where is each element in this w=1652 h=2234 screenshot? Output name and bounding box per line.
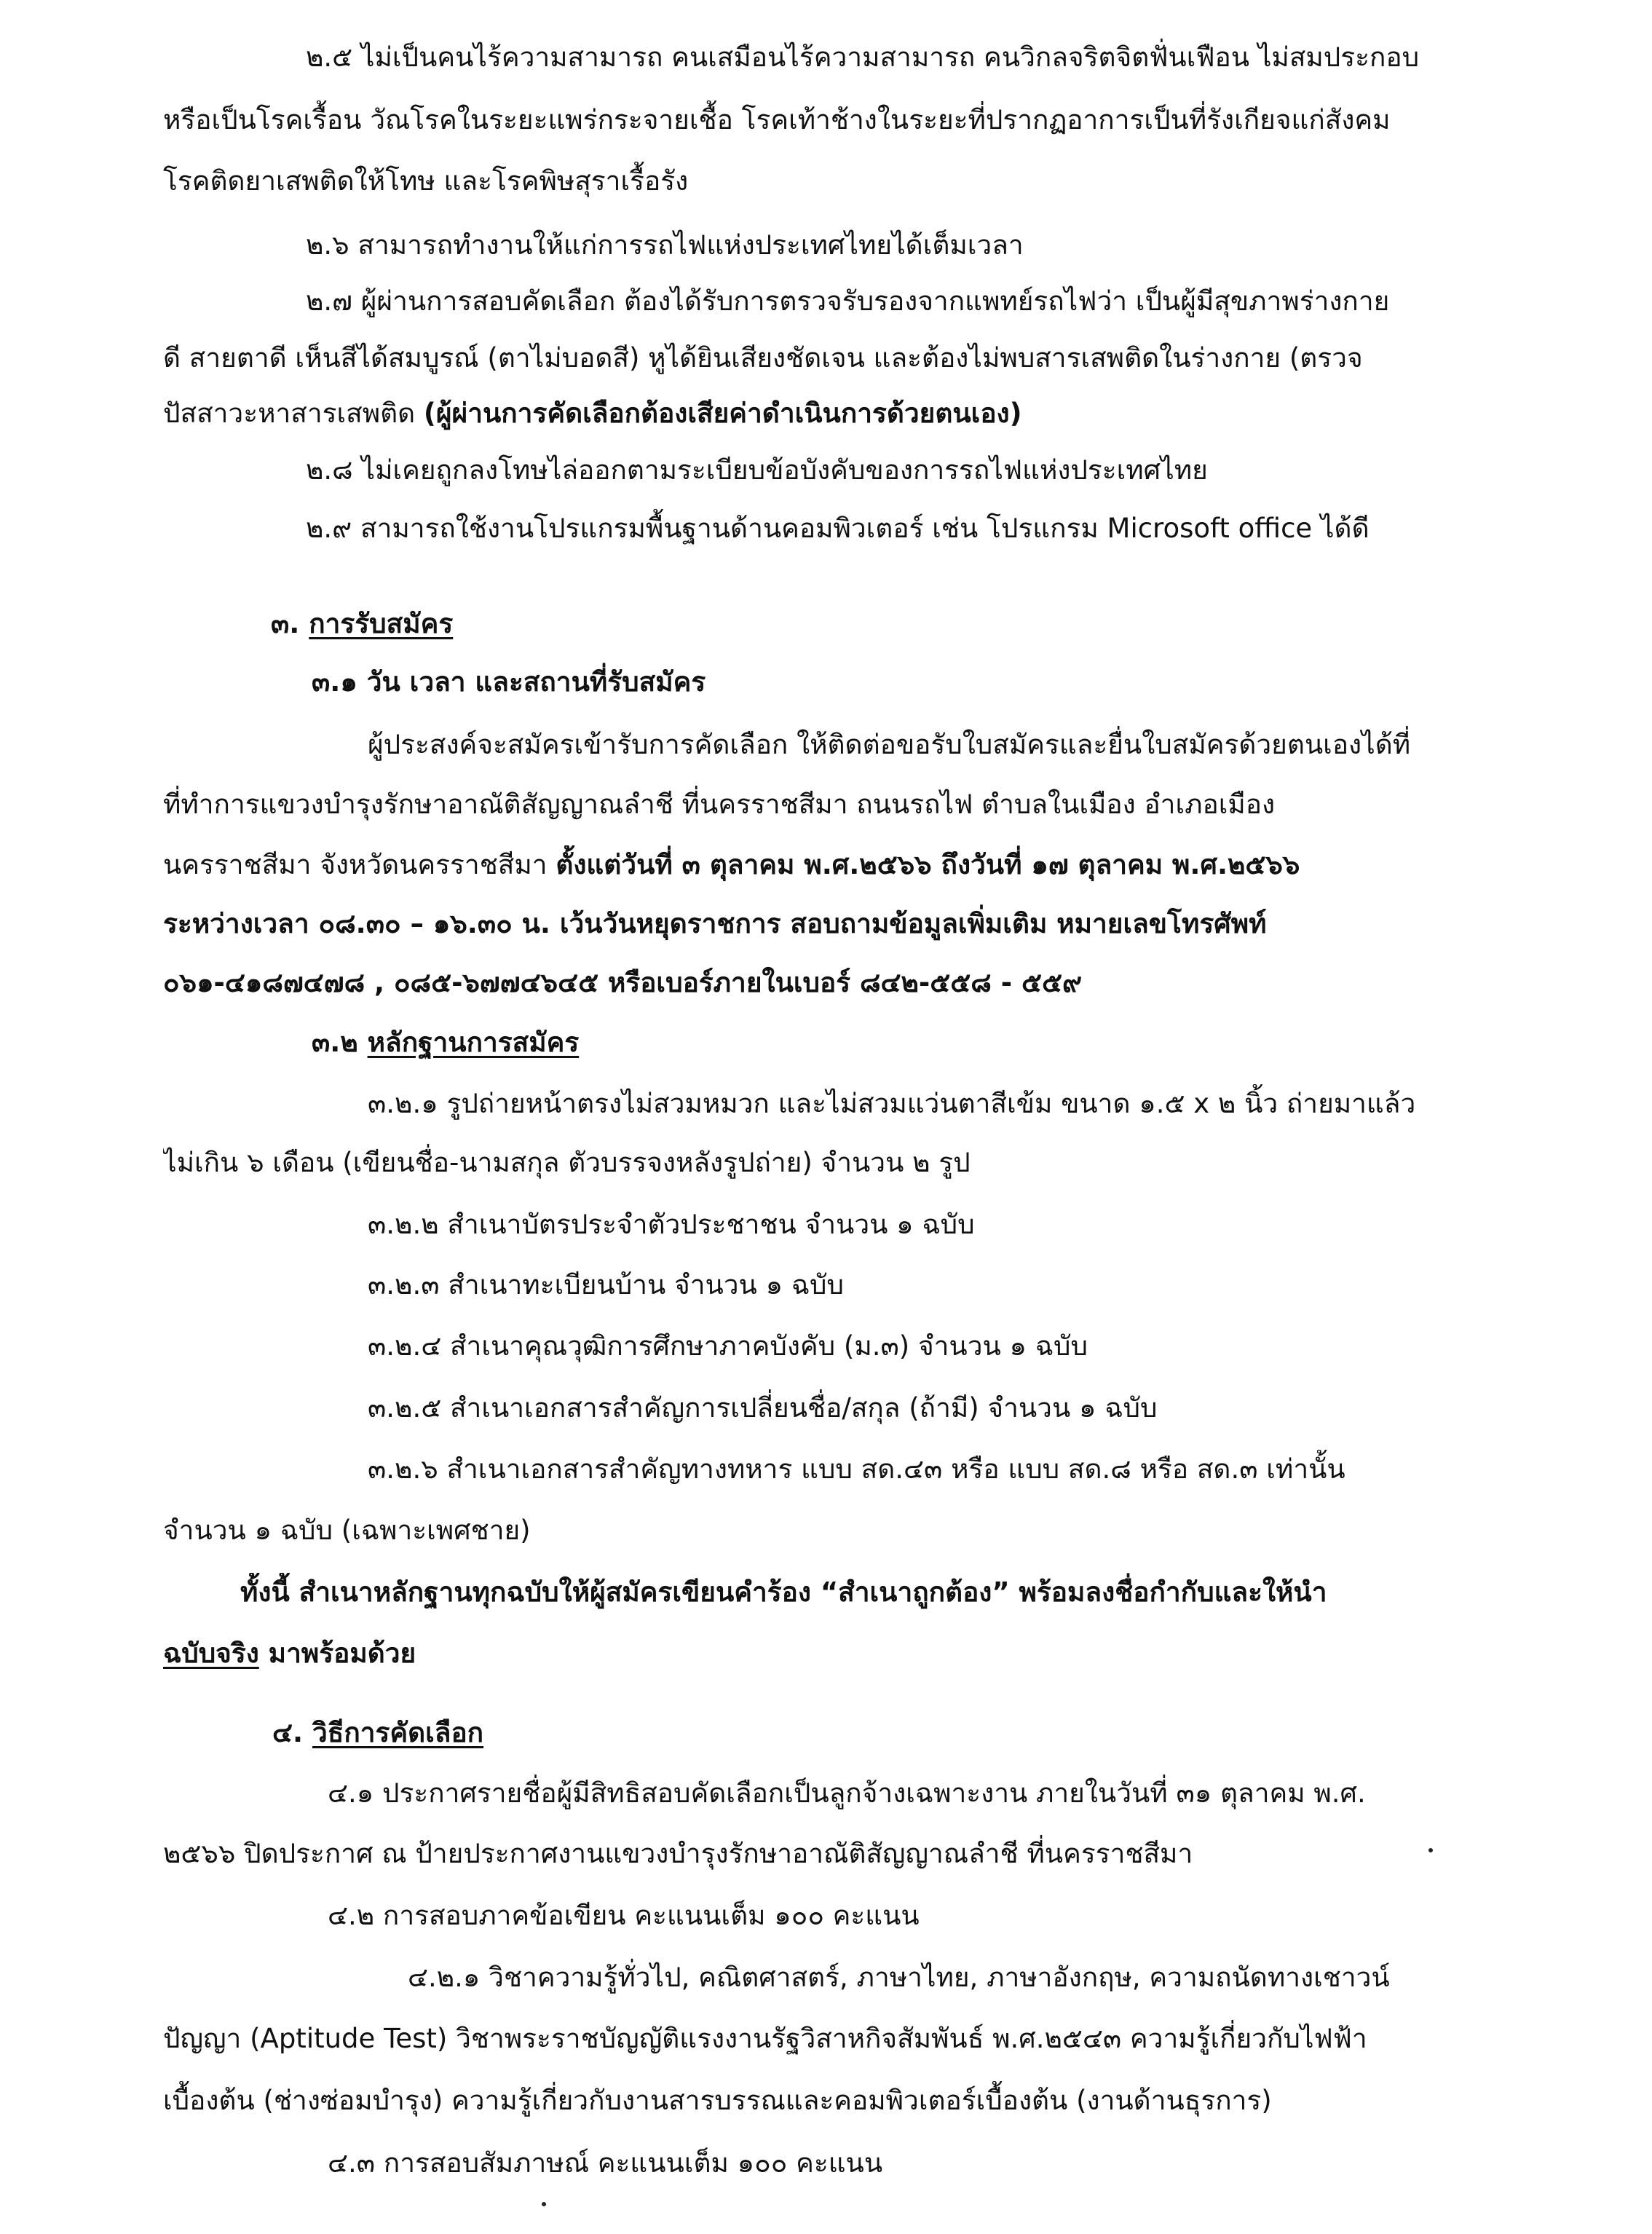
item-2-6: ๒.๖ สามารถทำงานให้แก่การรถไฟแห่งประเทศไทยได้เต็มเวลา	[306, 229, 1024, 261]
subsection-3-2-heading	[312, 1023, 1652, 1062]
office-hours-contact: ระหว่างเวลา ๐๘.๓๐ – ๑๖.๓๐ น. เว้นวันหยุดราชการ สอบถามข้อมูลเพิ่มเติม หมายเลขโทรศัพท์	[163, 908, 1267, 939]
item-2-7: ๒.๗ ผู้ผ่านการสอบคัดเลือก ต้องได้รับการตรวจรับรองจากแพทย์รถไฟว่า เป็นผู้มีสุขภาพร่างกาย	[306, 285, 1390, 317]
copy-certification-note: ทั้งนี้ สำเนาหลักฐานทุกฉบับให้ผู้สมัครเขียนคำร้อง “สำเนาถูกต้อง” พร้อมลงชื่อกำกับและให้นำ	[240, 1576, 1327, 1608]
item-3-2-2: ๓.๒.๒ สำเนาบัตรประจำตัวประชาชน จำนวน ๑ ฉบับ	[368, 1209, 975, 1240]
para-3-1-line-2: ที่ทำการแขวงบำรุงรักษาอาณัติสัญญาณลำชี ที่นครราชสีมา ถนนรถไฟ ตำบลในเมือง อำเภอเมือง	[163, 789, 1276, 820]
item-3-2-4: ๓.๒.๔ สำเนาคุณวุฒิการศึกษาภาคบังคับ (ม.๓) จำนวน ๑ ฉบับ	[368, 1330, 1088, 1362]
section-3-number: ๓.	[271, 608, 309, 639]
phone-numbers: ๐๖๑-๔๑๘๗๔๗๘ , ๐๘๕-๖๗๗๔๖๔๕ หรือเบอร์ภายในเบอร์ ๘๔๒-๕๕๘ - ๕๕๙	[163, 967, 1083, 998]
item-2-7-fee-note: (ผู้ผ่านการคัดเลือกต้องเสียค่าดำเนินการด้วยตนเอง)	[423, 398, 1022, 429]
item-2-9: ๒.๙ สามารถใช้งานโปรแกรมพื้นฐานด้านคอมพิวเตอร์ เช่น โปรแกรม Microsoft office ได้ดี	[306, 513, 1370, 544]
section-4-number: ๔.	[272, 1717, 312, 1748]
item-2-5: ๒.๕ ไม่เป็นคนไร้ความสามารถ คนเสมือนไร้ความสามารถ คนวิกลจริตจิตฟั่นเฟือน ไม่สมประกอบ	[306, 42, 1420, 73]
application-dates: ตั้งแต่วันที่ ๓ ตุลาคม พ.ศ.๒๕๖๖ ถึงวันที่ ๑๗ ตุลาคม พ.ศ.๒๕๖๖	[556, 849, 1300, 880]
copy-certification-note-end: มาพร้อมด้วย	[258, 1638, 416, 1669]
scan-speck	[1428, 1848, 1433, 1852]
subsection-3-2-title: หลักฐานการสมัคร	[367, 1027, 580, 1058]
item-4-2-1: ๔.๒.๑ วิชาความรู้ทั่วไป, คณิตศาสตร์, ภาษาไทย, ภาษาอังกฤษ, ความถนัดทางเชาวน์	[408, 1962, 1390, 1993]
item-3-2-5: ๓.๒.๕ สำเนาเอกสารสำคัญการเปลี่ยนชื่อ/สกุล (ถ้ามี) จำนวน ๑ ฉบับ	[368, 1392, 1158, 1424]
item-4-2-1-cont-1: ปัญญา (Aptitude Test) วิชาพระราชบัญญัติแรงงานรัฐวิสาหกิจสัมพันธ์ พ.ศ.๒๕๔๓ ความรู้เกี่ยวกับไฟฟ้า	[163, 2023, 1367, 2054]
section-3-heading	[271, 604, 1632, 644]
item-2-7-cont-2	[163, 394, 1525, 433]
item-4-1-cont: ๒๕๖๖ ปิดประกาศ ณ ป้ายประกาศงานแขวงบำรุงรักษาอาณัติสัญญาณลำชี ที่นครราชสีมา	[163, 1838, 1193, 1869]
para-3-1-line-1: ผู้ประสงค์จะสมัครเข้ารับการคัดเลือก ให้ติดต่อขอรับใบสมัครและยื่นใบสมัครด้วยตนเองได้ที่	[368, 729, 1411, 760]
section-4-heading	[272, 1713, 1634, 1753]
para-3-1-line-3-text: นครราชสีมา จังหวัดนครราชสีมา	[163, 849, 556, 880]
scan-speck	[542, 2202, 546, 2206]
item-3-2-1: ๓.๒.๑ รูปถ่ายหน้าตรงไม่สวมหมวก และไม่สวมแว่นตาสีเข้ม ขนาด ๑.๕ x ๒ นิ้ว ถ่ายมาแล้ว	[368, 1088, 1416, 1119]
subsection-3-1-heading: ๓.๑ วัน เวลา และสถานที่รับสมัคร	[312, 666, 706, 698]
item-2-8: ๒.๘ ไม่เคยถูกลงโทษไล่ออกตามระเบียบข้อบังคับของการรถไฟแห่งประเทศไทย	[306, 454, 1208, 486]
item-2-7-cont-2-text: ปัสสาวะหาสารเสพติด	[163, 398, 424, 429]
item-3-2-6-cont: จำนวน ๑ ฉบับ (เฉพาะเพศชาย)	[163, 1515, 531, 1546]
item-3-2-1-cont: ไม่เกิน ๖ เดือน (เขียนชื่อ-นามสกุล ตัวบรรจงหลังรูปถ่าย) จำนวน ๒ รูป	[163, 1147, 971, 1178]
item-2-5-cont-1: หรือเป็นโรคเรื้อน วัณโรคในระยะแพร่กระจายเชื้อ โรคเท้าช้างในระยะที่ปรากฏอาการเป็นที่รังเกียจแก่สังคม	[163, 104, 1391, 135]
para-3-1-line-3	[163, 845, 1525, 885]
item-4-3: ๔.๓ การสอบสัมภาษณ์ คะแนนเต็ม ๑๐๐ คะแนน	[328, 2147, 883, 2179]
item-4-2-1-cont-2: เบื้องต้น (ช่างซ่อมบำรุง) ความรู้เกี่ยวกับงานสารบรรณและคอมพิวเตอร์เบื้องต้น (งานด้านธุรการ)	[163, 2085, 1272, 2116]
item-3-2-6: ๓.๒.๖ สำเนาเอกสารสำคัญทางทหาร แบบ สด.๔๓ หรือ แบบ สด.๘ หรือ สด.๓ เท่านั้น	[368, 1453, 1345, 1485]
item-2-7-cont-1: ดี สายตาดี เห็นสีได้สมบูรณ์ (ตาไม่บอดสี) หูได้ยินเสียงชัดเจน และต้องไม่พบสารเสพติดในร่างกาย (ตรวจ	[163, 342, 1363, 374]
item-4-1: ๔.๑ ประกาศรายชื่อผู้มีสิทธิสอบคัดเลือกเป็นลูกจ้างเฉพาะงาน ภายในวันที่ ๓๑ ตุลาคม พ.ศ.	[328, 1777, 1366, 1809]
item-3-2-3: ๓.๒.๓ สำเนาทะเบียนบ้าน จำนวน ๑ ฉบับ	[368, 1269, 845, 1300]
item-2-5-cont-2: โรคติดยาเสพติดให้โทษ และโรคพิษสุราเรื้อรัง	[163, 165, 689, 197]
subsection-3-2-number: ๓.๒	[312, 1027, 368, 1058]
section-3-title: การรับสมัคร	[309, 608, 454, 639]
original-documents: ฉบับจริง	[163, 1638, 259, 1669]
item-4-2: ๔.๒ การสอบภาคข้อเขียน คะแนนเต็ม ๑๐๐ คะแนน	[328, 1900, 920, 1931]
copy-certification-note-cont	[163, 1634, 1525, 1673]
section-4-title: วิธีการคัดเลือก	[312, 1717, 484, 1748]
